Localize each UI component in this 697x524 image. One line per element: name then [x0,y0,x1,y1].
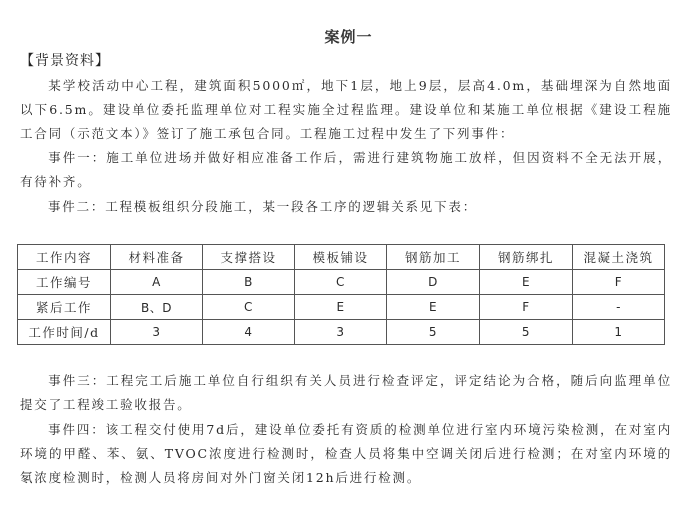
table-cell: C [203,295,295,320]
paragraph-background-text: 某学校活动中心工程，建筑面积5000㎡，地下1层，地上9层，层高4.0m，基础埋深为自然地面以下6.5m。建设单位委托监理单位对工程实施全过程监理。建设单位和某施工单位根据《建设工程施工合同（示范文本）》签订了施工承包合同。工程施工过程中发生了下列事件： [20,78,672,141]
table-cell: B、D [111,295,203,320]
row-header: 工作编号 [18,270,111,295]
logic-relation-table [17,244,665,345]
table-cell: C [295,270,387,295]
table-cell: 钢筋加工 [387,245,480,270]
paragraph-event-2-text: 事件二：工程模板组织分段施工，某一段各工序的逻辑关系见下表： [48,199,478,214]
table-cell: 3 [295,320,387,345]
row-header: 紧后工作 [18,295,111,320]
table-cell: 钢筋绑扎 [480,245,573,270]
paragraph-event-4 [20,418,672,490]
table-cell: 3 [111,320,203,345]
paragraph-event-3-text: 事件三：工程完工后施工单位自行组织有关人员进行检查评定，评定结论为合格，随后向监理单位提交了工程竣工验收报告。 [20,373,672,412]
table-cell: 4 [203,320,295,345]
table-row-work-content [18,245,665,270]
paragraph-background [20,74,672,146]
table-cell: A [111,270,203,295]
paragraph-event-2 [20,195,672,219]
table-row-work-code [18,270,665,295]
logic-relation-table-wrapper [17,244,665,345]
table-cell: - [573,295,665,320]
table-cell: 1 [573,320,665,345]
table-cell: E [387,295,480,320]
table-cell: F [480,295,573,320]
table-cell: 模板铺设 [295,245,387,270]
row-header: 工作时间/d [18,320,111,345]
table-cell: 材料准备 [111,245,203,270]
paragraph-event-4-text: 事件四：该工程交付使用7d后，建设单位委托有资质的检测单位进行室内环境污染检测，在对室内环境的甲醛、苯、氨、TVOC浓度进行检测时，检查人员将集中空调关闭后进行检测；在对室内环境的氡浓度检测时，检测人员将房间对外门窗关闭12h后进行检测。 [20,422,672,485]
page-title: 案例一 [324,28,373,46]
table-row-duration [18,320,665,345]
section-heading-background: 【背景资料】 [20,53,110,69]
table-cell: B [203,270,295,295]
table-cell: 5 [387,320,480,345]
table-cell: F [573,270,665,295]
table-cell: 支撑搭设 [203,245,295,270]
row-header: 工作内容 [18,245,111,270]
table-row-successor [18,295,665,320]
table-cell: 5 [480,320,573,345]
table-cell: D [387,270,480,295]
paragraph-event-1-text: 事件一：施工单位进场并做好相应准备工作后，需进行建筑物施工放样，但因资料不全无法开展，有待补齐。 [20,150,672,189]
paragraph-event-3 [20,369,672,417]
table-cell: E [480,270,573,295]
paragraph-event-1 [20,146,672,194]
table-cell: E [295,295,387,320]
table-cell: 混凝土浇筑 [573,245,665,270]
